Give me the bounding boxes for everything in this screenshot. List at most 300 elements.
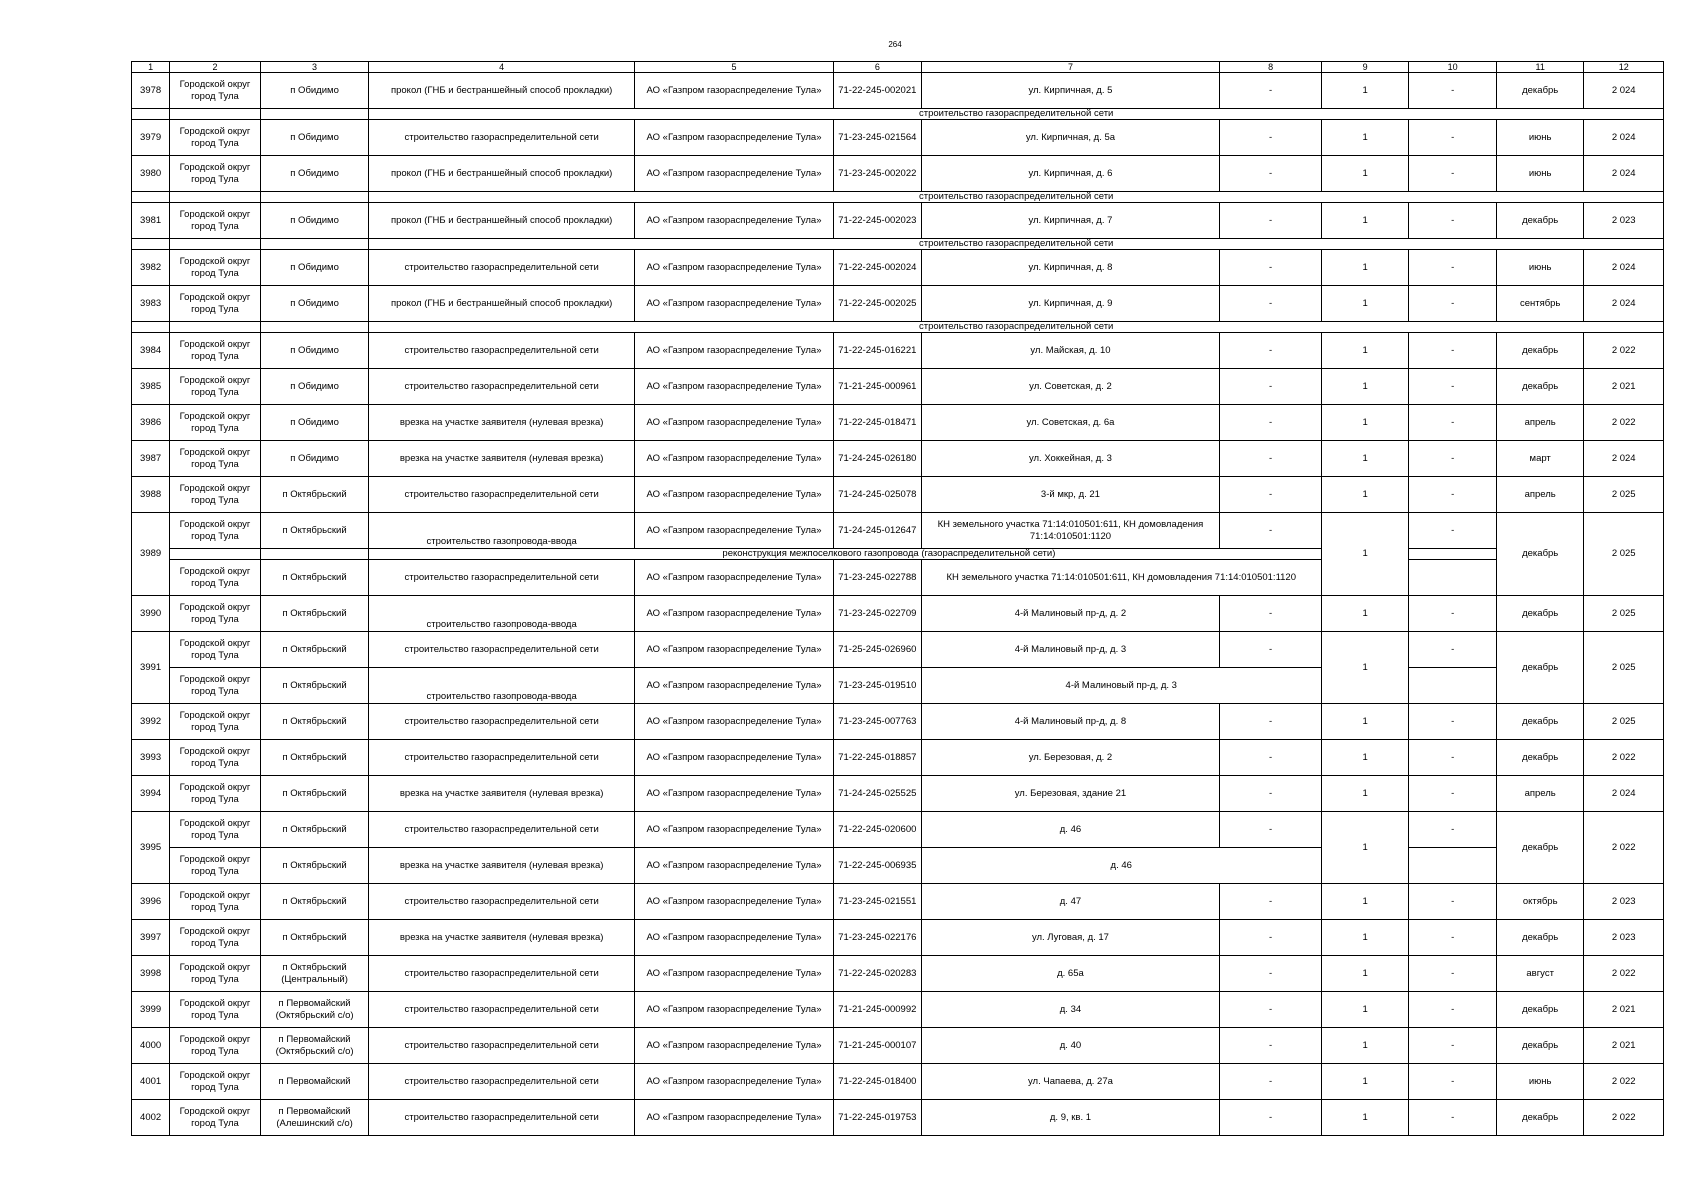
settlement-cell: п Обидимо bbox=[260, 405, 369, 441]
application-number-cell: 71-22-245-002023 bbox=[834, 203, 922, 239]
work-type-cell: врезка на участке заявителя (нулевая врезка) bbox=[369, 405, 635, 441]
row-number-cell: 3984 bbox=[132, 333, 170, 369]
municipality-cell: Городской округ город Тула bbox=[170, 596, 261, 632]
month-cell: июнь bbox=[1496, 156, 1584, 192]
col8-cell: - bbox=[1220, 992, 1322, 1028]
work-section-label: строительство газораспределительной сети bbox=[369, 192, 1664, 203]
settlement-cell: п Октябрьский bbox=[260, 884, 369, 920]
year-cell: 2 024 bbox=[1584, 286, 1664, 322]
row-number-cell: 3994 bbox=[132, 776, 170, 812]
application-number-cell: 71-22-245-020283 bbox=[834, 956, 922, 992]
settlement-cell: п Обидимо bbox=[260, 73, 369, 109]
municipality-cell: Городской округ город Тула bbox=[170, 120, 261, 156]
application-number-cell: 71-25-245-026960 bbox=[834, 632, 922, 668]
settlement-cell: п Октябрьский bbox=[260, 848, 369, 884]
col8-cell: - bbox=[1220, 477, 1322, 513]
col9-cell: 1 bbox=[1321, 776, 1409, 812]
organization-cell: АО «Газпром газораспределение Тула» bbox=[634, 441, 833, 477]
col9-cell: 1 bbox=[1321, 333, 1409, 369]
col10-cell: - bbox=[1409, 203, 1497, 239]
col10-cell: - bbox=[1409, 596, 1497, 632]
col10-cell bbox=[1409, 560, 1497, 596]
organization-cell: АО «Газпром газораспределение Тула» bbox=[634, 120, 833, 156]
address-cell: ул. Кирпичная, д. 7 bbox=[921, 203, 1220, 239]
month-cell: декабрь bbox=[1496, 704, 1584, 740]
col10-cell: - bbox=[1409, 120, 1497, 156]
year-cell: 2 024 bbox=[1584, 156, 1664, 192]
settlement-cell: п Обидимо bbox=[260, 286, 369, 322]
address-cell: ул. Березовая, д. 2 bbox=[921, 740, 1220, 776]
address-cell: ул. Майская, д. 10 bbox=[921, 333, 1220, 369]
row-number-cell: 3979 bbox=[132, 120, 170, 156]
work-type-cell: строительство газораспределительной сети bbox=[369, 992, 635, 1028]
row-number-cell: 3997 bbox=[132, 920, 170, 956]
application-number-cell: 71-23-245-022788 bbox=[834, 560, 922, 596]
row-number-cell: 4000 bbox=[132, 1028, 170, 1064]
month-cell: декабрь bbox=[1496, 333, 1584, 369]
work-type-cell: строительство газопровода-ввода bbox=[369, 668, 635, 704]
organization-cell: АО «Газпром газораспределение Тула» bbox=[634, 704, 833, 740]
year-cell: 2 022 bbox=[1584, 333, 1664, 369]
work-type-cell: строительство газораспределительной сети bbox=[369, 1028, 635, 1064]
application-number-cell: 71-23-245-021564 bbox=[834, 120, 922, 156]
col10-cell: - bbox=[1409, 884, 1497, 920]
application-number-cell: 71-22-245-002025 bbox=[834, 286, 922, 322]
month-cell: декабрь bbox=[1496, 920, 1584, 956]
month-cell: декабрь bbox=[1496, 992, 1584, 1028]
table-row bbox=[132, 740, 1664, 776]
application-number-cell: 71-22-245-019753 bbox=[834, 1100, 922, 1136]
work-type-cell: строительство газораспределительной сети bbox=[369, 250, 635, 286]
work-type-cell: врезка на участке заявителя (нулевая врезка) bbox=[369, 848, 635, 884]
address-cell: д. 9, кв. 1 bbox=[921, 1100, 1220, 1136]
municipality-cell: Городской округ город Тула bbox=[170, 1028, 261, 1064]
organization-cell: АО «Газпром газораспределение Тула» bbox=[634, 740, 833, 776]
column-header: 7 bbox=[921, 62, 1220, 73]
row-number-cell: 3980 bbox=[132, 156, 170, 192]
organization-cell: АО «Газпром газораспределение Тула» bbox=[634, 333, 833, 369]
municipality-cell: Городской округ город Тула bbox=[170, 812, 261, 848]
col10-cell: - bbox=[1409, 776, 1497, 812]
settlement-cell: п Октябрьский bbox=[260, 632, 369, 668]
address-cell: КН земельного участка 71:14:010501:611, КН домовладения 71:14:010501:1120 bbox=[921, 513, 1220, 549]
organization-cell: АО «Газпром газораспределение Тула» bbox=[634, 513, 833, 549]
organization-cell: АО «Газпром газораспределение Тула» bbox=[634, 992, 833, 1028]
application-number-cell: 71-22-245-018471 bbox=[834, 405, 922, 441]
application-number-cell: 71-22-245-018857 bbox=[834, 740, 922, 776]
table-row bbox=[132, 250, 1664, 286]
col8-cell: - bbox=[1220, 632, 1322, 668]
month-cell: апрель bbox=[1496, 405, 1584, 441]
settlement-cell: п Октябрьский bbox=[260, 668, 369, 704]
row-number-cell: 3990 bbox=[132, 596, 170, 632]
col10-cell bbox=[1409, 668, 1497, 704]
settlement-cell: п Октябрьский bbox=[260, 513, 369, 549]
year-cell: 2 025 bbox=[1584, 704, 1664, 740]
col8-cell: - bbox=[1220, 740, 1322, 776]
settlement-cell: п Первомайский (Октябрьский с/о) bbox=[260, 992, 369, 1028]
row-number-cell: 3978 bbox=[132, 73, 170, 109]
settlement-cell: п Обидимо bbox=[260, 441, 369, 477]
settlement-cell: п Октябрьский bbox=[260, 477, 369, 513]
municipality-cell: Городской округ город Тула bbox=[170, 203, 261, 239]
col10-cell: - bbox=[1409, 405, 1497, 441]
table-row bbox=[132, 333, 1664, 369]
month-cell: октябрь bbox=[1496, 884, 1584, 920]
row-number-cell: 3986 bbox=[132, 405, 170, 441]
work-type-cell: врезка на участке заявителя (нулевая врезка) bbox=[369, 920, 635, 956]
col10-cell: - bbox=[1409, 369, 1497, 405]
municipality-cell: Городской округ город Тула bbox=[170, 477, 261, 513]
municipality-cell: Городской округ город Тула bbox=[170, 668, 261, 704]
month-cell: июнь bbox=[1496, 1064, 1584, 1100]
empty-cell bbox=[170, 239, 261, 250]
table-row bbox=[132, 668, 1664, 704]
col8-cell: - bbox=[1220, 704, 1322, 740]
address-cell: д. 65а bbox=[921, 956, 1220, 992]
col9-cell: 1 bbox=[1321, 250, 1409, 286]
empty-cell bbox=[132, 239, 170, 250]
table-row bbox=[132, 884, 1664, 920]
col8-cell: - bbox=[1220, 250, 1322, 286]
organization-cell: АО «Газпром газораспределение Тула» bbox=[634, 812, 833, 848]
table-row bbox=[132, 992, 1664, 1028]
col10-cell: - bbox=[1409, 992, 1497, 1028]
year-cell: 2 021 bbox=[1584, 369, 1664, 405]
column-header: 8 bbox=[1220, 62, 1322, 73]
municipality-cell: Городской округ город Тула bbox=[170, 441, 261, 477]
application-number-cell: 71-24-245-026180 bbox=[834, 441, 922, 477]
year-cell: 2 024 bbox=[1584, 776, 1664, 812]
application-number-cell: 71-23-245-022176 bbox=[834, 920, 922, 956]
empty-cell bbox=[170, 322, 261, 333]
settlement-cell: п Первомайский (Алешинский с/о) bbox=[260, 1100, 369, 1136]
col9-cell: 1 bbox=[1321, 405, 1409, 441]
table-row bbox=[132, 704, 1664, 740]
empty-cell bbox=[260, 192, 369, 203]
col9-cell: 1 bbox=[1321, 73, 1409, 109]
year-cell: 2 022 bbox=[1584, 740, 1664, 776]
organization-cell: АО «Газпром газораспределение Тула» bbox=[634, 776, 833, 812]
table-row bbox=[132, 560, 1664, 596]
table-row bbox=[132, 1100, 1664, 1136]
col9-cell: 1 bbox=[1321, 369, 1409, 405]
application-number-cell: 71-23-245-022709 bbox=[834, 596, 922, 632]
table-row bbox=[132, 1064, 1664, 1100]
row-number-cell: 3988 bbox=[132, 477, 170, 513]
year-cell: 2 022 bbox=[1584, 1100, 1664, 1136]
address-cell: ул. Советская, д. 2 bbox=[921, 369, 1220, 405]
col8-cell: - bbox=[1220, 884, 1322, 920]
year-cell: 2 022 bbox=[1584, 405, 1664, 441]
table-row bbox=[132, 73, 1664, 109]
year-cell: 2 025 bbox=[1584, 596, 1664, 632]
year-cell: 2 025 bbox=[1584, 513, 1664, 596]
year-cell: 2 023 bbox=[1584, 884, 1664, 920]
table-row bbox=[132, 812, 1664, 848]
year-cell: 2 022 bbox=[1584, 812, 1664, 884]
application-number-cell: 71-22-245-016221 bbox=[834, 333, 922, 369]
col9-cell: 1 bbox=[1321, 920, 1409, 956]
subheader-row bbox=[132, 549, 1664, 560]
table-row bbox=[132, 156, 1664, 192]
organization-cell: АО «Газпром газораспределение Тула» bbox=[634, 405, 833, 441]
application-number-cell: 71-24-245-025078 bbox=[834, 477, 922, 513]
month-cell: декабрь bbox=[1496, 203, 1584, 239]
work-type-cell: прокол (ГНБ и бестраншейный способ прокладки) bbox=[369, 286, 635, 322]
address-cell: д. 34 bbox=[921, 992, 1220, 1028]
column-header: 9 bbox=[1321, 62, 1409, 73]
row-number-cell: 3996 bbox=[132, 884, 170, 920]
organization-cell: АО «Газпром газораспределение Тула» bbox=[634, 632, 833, 668]
col8-cell: - bbox=[1220, 120, 1322, 156]
subheader-row bbox=[132, 239, 1664, 250]
application-number-cell: 71-22-245-020600 bbox=[834, 812, 922, 848]
column-header: 11 bbox=[1496, 62, 1584, 73]
month-cell: декабрь bbox=[1496, 369, 1584, 405]
table-row bbox=[132, 203, 1664, 239]
address-cell: 4-й Малиновый пр-д, д. 3 bbox=[921, 632, 1220, 668]
address-cell: ул. Кирпичная, д. 5 bbox=[921, 73, 1220, 109]
organization-cell: АО «Газпром газораспределение Тула» bbox=[634, 1064, 833, 1100]
settlement-cell: п Октябрьский bbox=[260, 596, 369, 632]
col10-cell: - bbox=[1409, 477, 1497, 513]
month-cell: июнь bbox=[1496, 120, 1584, 156]
col8-cell: - bbox=[1220, 513, 1322, 549]
empty-cell bbox=[170, 549, 261, 560]
work-type-cell: строительство газопровода-ввода bbox=[369, 596, 635, 632]
col10-cell: - bbox=[1409, 704, 1497, 740]
col10-cell: - bbox=[1409, 1064, 1497, 1100]
month-cell: август bbox=[1496, 956, 1584, 992]
col9-cell: 1 bbox=[1321, 596, 1409, 632]
row-number-cell: 3995 bbox=[132, 812, 170, 884]
year-cell: 2 023 bbox=[1584, 920, 1664, 956]
table-row bbox=[132, 120, 1664, 156]
month-cell: декабрь bbox=[1496, 513, 1584, 596]
col8-cell: - bbox=[1220, 286, 1322, 322]
organization-cell: АО «Газпром газораспределение Тула» bbox=[634, 560, 833, 596]
settlement-cell: п Первомайский bbox=[260, 1064, 369, 1100]
empty-cell bbox=[132, 192, 170, 203]
table-row bbox=[132, 920, 1664, 956]
settlement-cell: п Октябрьский (Центральный) bbox=[260, 956, 369, 992]
work-type-cell: врезка на участке заявителя (нулевая врезка) bbox=[369, 776, 635, 812]
address-cell: д. 46 bbox=[921, 812, 1220, 848]
work-type-cell: строительство газораспределительной сети bbox=[369, 1064, 635, 1100]
column-header: 10 bbox=[1409, 62, 1497, 73]
row-number-cell: 3987 bbox=[132, 441, 170, 477]
gas-network-table bbox=[131, 61, 1664, 1136]
col9-cell: 1 bbox=[1321, 740, 1409, 776]
col10-cell: - bbox=[1409, 920, 1497, 956]
row-number-cell: 3992 bbox=[132, 704, 170, 740]
work-section-label: строительство газораспределительной сети bbox=[369, 109, 1664, 120]
organization-cell: АО «Газпром газораспределение Тула» bbox=[634, 250, 833, 286]
settlement-cell: п Первомайский (Октябрьский с/о) bbox=[260, 1028, 369, 1064]
col9-cell: 1 bbox=[1321, 477, 1409, 513]
month-cell: апрель bbox=[1496, 776, 1584, 812]
work-type-cell: строительство газораспределительной сети bbox=[369, 884, 635, 920]
application-number-cell: 71-24-245-012647 bbox=[834, 513, 922, 549]
col9-cell: 1 bbox=[1321, 632, 1409, 704]
col8-cell: - bbox=[1220, 1100, 1322, 1136]
col10-cell: - bbox=[1409, 1100, 1497, 1136]
empty-cell bbox=[132, 322, 170, 333]
organization-cell: АО «Газпром газораспределение Тула» bbox=[634, 477, 833, 513]
row-number-cell: 3981 bbox=[132, 203, 170, 239]
row-number-cell: 3983 bbox=[132, 286, 170, 322]
application-number-cell: 71-23-245-007763 bbox=[834, 704, 922, 740]
row-number-cell: 3993 bbox=[132, 740, 170, 776]
col9-cell: 1 bbox=[1321, 1100, 1409, 1136]
municipality-cell: Городской округ город Тула bbox=[170, 776, 261, 812]
empty-cell bbox=[170, 109, 261, 120]
application-number-cell: 71-22-245-002024 bbox=[834, 250, 922, 286]
work-type-cell: строительство газораспределительной сети bbox=[369, 704, 635, 740]
month-cell: декабрь bbox=[1496, 1100, 1584, 1136]
empty-cell bbox=[260, 239, 369, 250]
settlement-cell: п Обидимо bbox=[260, 369, 369, 405]
table-row bbox=[132, 632, 1664, 668]
work-type-cell: строительство газораспределительной сети bbox=[369, 956, 635, 992]
col8-cell: - bbox=[1220, 441, 1322, 477]
table-row bbox=[132, 369, 1664, 405]
address-cell: ул. Хоккейная, д. 3 bbox=[921, 441, 1220, 477]
col10-cell: - bbox=[1409, 156, 1497, 192]
col9-cell: 1 bbox=[1321, 704, 1409, 740]
empty-cell bbox=[260, 322, 369, 333]
col10-cell: - bbox=[1409, 286, 1497, 322]
col9-cell: 1 bbox=[1321, 120, 1409, 156]
col8-cell: - bbox=[1220, 203, 1322, 239]
work-type-cell: строительство газораспределительной сети bbox=[369, 560, 635, 596]
work-type-cell: прокол (ГНБ и бестраншейный способ прокладки) bbox=[369, 203, 635, 239]
settlement-cell: п Октябрьский bbox=[260, 920, 369, 956]
col8-cell: - bbox=[1220, 73, 1322, 109]
address-cell: ул. Луговая, д. 17 bbox=[921, 920, 1220, 956]
col9-cell: 1 bbox=[1321, 956, 1409, 992]
municipality-cell: Городской округ город Тула bbox=[170, 848, 261, 884]
settlement-cell: п Обидимо bbox=[260, 120, 369, 156]
row-number-cell: 4002 bbox=[132, 1100, 170, 1136]
application-number-cell: 71-22-245-018400 bbox=[834, 1064, 922, 1100]
month-cell: декабрь bbox=[1496, 740, 1584, 776]
municipality-cell: Городской округ город Тула bbox=[170, 333, 261, 369]
table-row bbox=[132, 956, 1664, 992]
municipality-cell: Городской округ город Тула bbox=[170, 1100, 261, 1136]
settlement-cell: п Обидимо bbox=[260, 250, 369, 286]
empty-cell bbox=[170, 192, 261, 203]
column-header: 4 bbox=[369, 62, 635, 73]
table-row bbox=[132, 848, 1664, 884]
address-cell: ул. Березовая, здание 21 bbox=[921, 776, 1220, 812]
row-number-cell: 3982 bbox=[132, 250, 170, 286]
organization-cell: АО «Газпром газораспределение Тула» bbox=[634, 1100, 833, 1136]
col8-cell: - bbox=[1220, 1064, 1322, 1100]
application-number-cell: 71-22-245-002021 bbox=[834, 73, 922, 109]
col8-cell: - bbox=[1220, 156, 1322, 192]
organization-cell: АО «Газпром газораспределение Тула» bbox=[634, 884, 833, 920]
work-type-cell: строительство газораспределительной сети bbox=[369, 812, 635, 848]
empty-cell bbox=[132, 109, 170, 120]
col9-cell: 1 bbox=[1321, 441, 1409, 477]
table-row bbox=[132, 441, 1664, 477]
application-number-cell: 71-21-245-000961 bbox=[834, 369, 922, 405]
col10-cell: - bbox=[1409, 513, 1497, 549]
year-cell: 2 025 bbox=[1584, 632, 1664, 704]
table-row bbox=[132, 286, 1664, 322]
month-cell: апрель bbox=[1496, 477, 1584, 513]
table-row bbox=[132, 477, 1664, 513]
organization-cell: АО «Газпром газораспределение Тула» bbox=[634, 156, 833, 192]
col8-cell: - bbox=[1220, 920, 1322, 956]
col8-cell: - bbox=[1220, 776, 1322, 812]
settlement-cell: п Октябрьский bbox=[260, 776, 369, 812]
month-cell: декабрь bbox=[1496, 812, 1584, 884]
municipality-cell: Городской округ город Тула bbox=[170, 250, 261, 286]
subheader-row bbox=[132, 192, 1664, 203]
municipality-cell: Городской округ город Тула bbox=[170, 156, 261, 192]
col10-cell: - bbox=[1409, 956, 1497, 992]
col8-cell: - bbox=[1220, 596, 1322, 632]
settlement-cell: п Октябрьский bbox=[260, 740, 369, 776]
year-cell: 2 025 bbox=[1584, 477, 1664, 513]
col9-cell: 1 bbox=[1321, 812, 1409, 884]
col9-cell: 1 bbox=[1321, 513, 1409, 596]
municipality-cell: Городской округ город Тула bbox=[170, 632, 261, 668]
work-section-label: реконструкция межпоселкового газопровода (газораспределительной сети) bbox=[369, 549, 1409, 560]
col10-cell: - bbox=[1409, 812, 1497, 848]
address-cell: ул. Советская, д. 6а bbox=[921, 405, 1220, 441]
application-number-cell: 71-23-245-002022 bbox=[834, 156, 922, 192]
row-number-cell: 3989 bbox=[132, 513, 170, 596]
col10-cell: - bbox=[1409, 1028, 1497, 1064]
organization-cell: АО «Газпром газораспределение Тула» bbox=[634, 848, 833, 884]
col8-cell: - bbox=[1220, 369, 1322, 405]
organization-cell: АО «Газпром газораспределение Тула» bbox=[634, 596, 833, 632]
address-cell: КН земельного участка 71:14:010501:611, КН домовладения 71:14:010501:1120 bbox=[921, 560, 1321, 596]
col8-cell: - bbox=[1220, 333, 1322, 369]
column-header: 5 bbox=[634, 62, 833, 73]
address-cell: д. 46 bbox=[921, 848, 1321, 884]
municipality-cell: Городской округ город Тула bbox=[170, 405, 261, 441]
address-cell: 4-й Малиновый пр-д, д. 8 bbox=[921, 704, 1220, 740]
col8-cell: - bbox=[1220, 956, 1322, 992]
month-cell: сентябрь bbox=[1496, 286, 1584, 322]
col9-cell: 1 bbox=[1321, 203, 1409, 239]
work-type-cell: строительство газораспределительной сети bbox=[369, 120, 635, 156]
municipality-cell: Городской округ город Тула bbox=[170, 73, 261, 109]
settlement-cell: п Октябрьский bbox=[260, 560, 369, 596]
organization-cell: АО «Газпром газораспределение Тула» bbox=[634, 668, 833, 704]
col9-cell: 1 bbox=[1321, 884, 1409, 920]
organization-cell: АО «Газпром газораспределение Тула» bbox=[634, 956, 833, 992]
work-type-cell: прокол (ГНБ и бестраншейный способ прокладки) bbox=[369, 156, 635, 192]
work-type-cell: строительство газораспределительной сети bbox=[369, 333, 635, 369]
municipality-cell: Городской округ город Тула bbox=[170, 920, 261, 956]
municipality-cell: Городской округ город Тула bbox=[170, 560, 261, 596]
table-row bbox=[132, 513, 1664, 549]
col10-cell bbox=[1409, 848, 1497, 884]
organization-cell: АО «Газпром газораспределение Тула» bbox=[634, 369, 833, 405]
organization-cell: АО «Газпром газораспределение Тула» bbox=[634, 1028, 833, 1064]
address-cell: ул. Кирпичная, д. 8 bbox=[921, 250, 1220, 286]
work-type-cell: строительство газораспределительной сети bbox=[369, 369, 635, 405]
address-cell: 4-й Малиновый пр-д, д. 2 bbox=[921, 596, 1220, 632]
table-row bbox=[132, 776, 1664, 812]
address-cell: д. 47 bbox=[921, 884, 1220, 920]
